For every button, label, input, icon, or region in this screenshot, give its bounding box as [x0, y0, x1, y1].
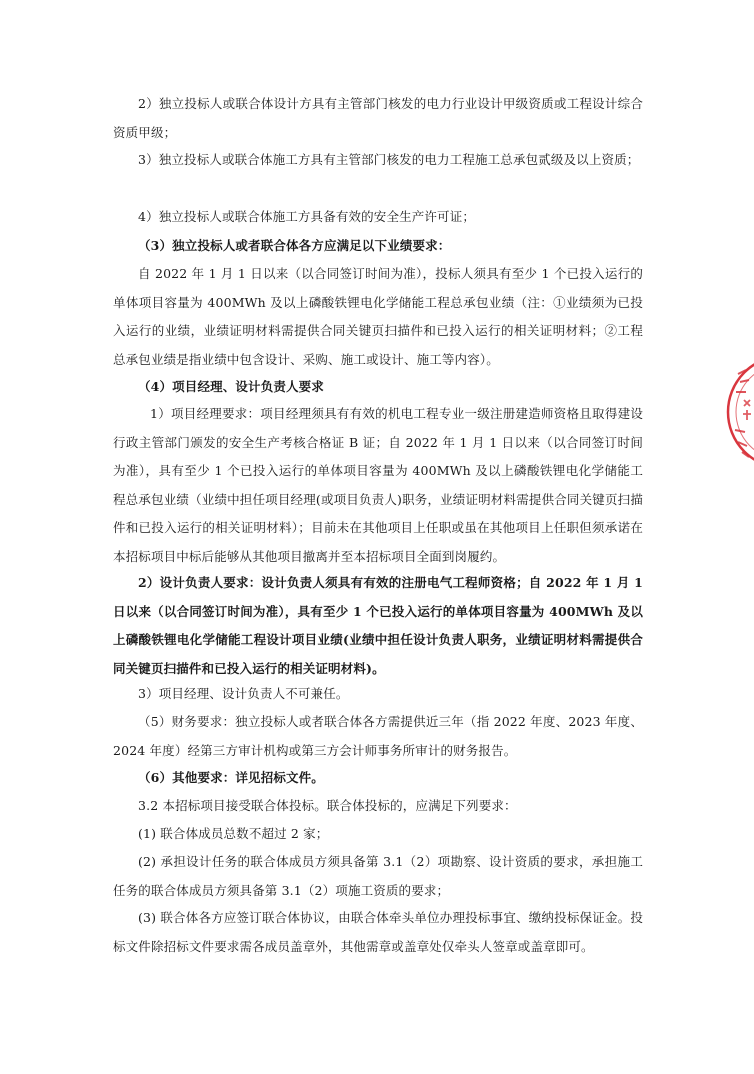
- paragraph-consortium-members: (1) 联合体成员总数不超过 2 家；: [138, 826, 329, 841]
- paragraph-safety-license: 4）独立投标人或联合体施工方具备有效的安全生产许可证；: [138, 209, 476, 224]
- paragraph-project-manager: 1）项目经理要求：项目经理须具有有效的机电工程专业一级注册建造师资格且取得建设行政主管部门颁发的安全生产考核合格证 B 证；自 2022 年 1 月 1 日以来（以合同签订时间为准），具有至少 1 个已投入运行的单体项目容量为 400MWh 及以上磷酸铁锂电化学储能工程总承包业绩（业绩中担任项目经理(或项目负责人)职务，业绩证明材料需提供合同关键页扫描件和已投入运行的相关证明材料）；目前未在其他项目上任职或虽在其他项目上任职但须承诺在本招标项目中标后能够从其他项目撤离并至本招标项目全面到岗履约。: [113, 406, 643, 564]
- paragraph-financial: （5）财务要求：独立投标人或者联合体各方需提供近三年（指 2022 年度、2023 年度、2024 年度）经第三方审计机构或第三方会计师事务所审计的财务报告。: [113, 714, 643, 758]
- paragraph-consortium-qualifications: (2) 承担设计任务的联合体成员方须具备第 3.1（2）项勘察、设计资质的要求，承担施工任务的联合体成员方须具备第 3.1（2）项施工资质的要求；: [113, 854, 643, 898]
- heading-manager-requirements: （4）项目经理、设计负责人要求: [138, 379, 324, 394]
- paragraph-other-requirements: （6）其他要求：详见招标文件。: [138, 770, 324, 785]
- paragraph-construction-qualification: 3）独立投标人或联合体施工方具有主管部门核发的电力工程施工总承包贰级及以上资质；: [138, 152, 640, 167]
- paragraph-no-concurrent: 3）项目经理、设计负责人不可兼任。: [138, 686, 349, 701]
- paragraph-performance-detail: 自 2022 年 1 月 1 日以来（以合同签订时间为准），投标人须具有至少 1 个已投入运行的单体项目容量为 400MWh 及以上磷酸铁锂电化学储能工程总承包业绩（注：①业绩须为已投入运行的业绩，业绩证明材料需提供合同关键页扫描件和已投入运行的相关证明材料；②工程总承包业绩是指业绩中包含设计、采购、施工或设计、施工等内容）。: [113, 266, 643, 367]
- paragraph-consortium-agreement: (3) 联合体各方应签订联合体协议，由联合体牵头单位办理投标事宜、缴纳投标保证金。投标文件除招标文件要求需各成员盖章外，其他需章或盖章处仅牵头人签章或盖章即可。: [113, 910, 643, 954]
- paragraph-consortium-intro: 3.2 本招标项目接受联合体投标。联合体投标的，应满足下列要求：: [138, 798, 517, 813]
- paragraph-design-lead: 2）设计负责人要求：设计负责人须具有有效的注册电气工程师资格；自 2022 年 1 月 1 日以来（以合同签订时间为准），具有至少 1 个已投入运行的单体项目容量为 400MWh 及以上磷酸铁锂电化学储能工程设计项目业绩(业绩中担任设计负责人职务，业绩证明材料需提供合同关键页扫描件和已投入运行的相关证明材料)。: [113, 575, 643, 676]
- partial-seal-stamp: [726, 352, 754, 470]
- paragraph-design-qualification: 2）独立投标人或联合体设计方具有主管部门核发的电力行业设计甲级资质或工程设计综合资质甲级；: [113, 96, 643, 140]
- heading-performance-requirements: （3）独立投标人或者联合体各方应满足以下业绩要求：: [138, 238, 451, 253]
